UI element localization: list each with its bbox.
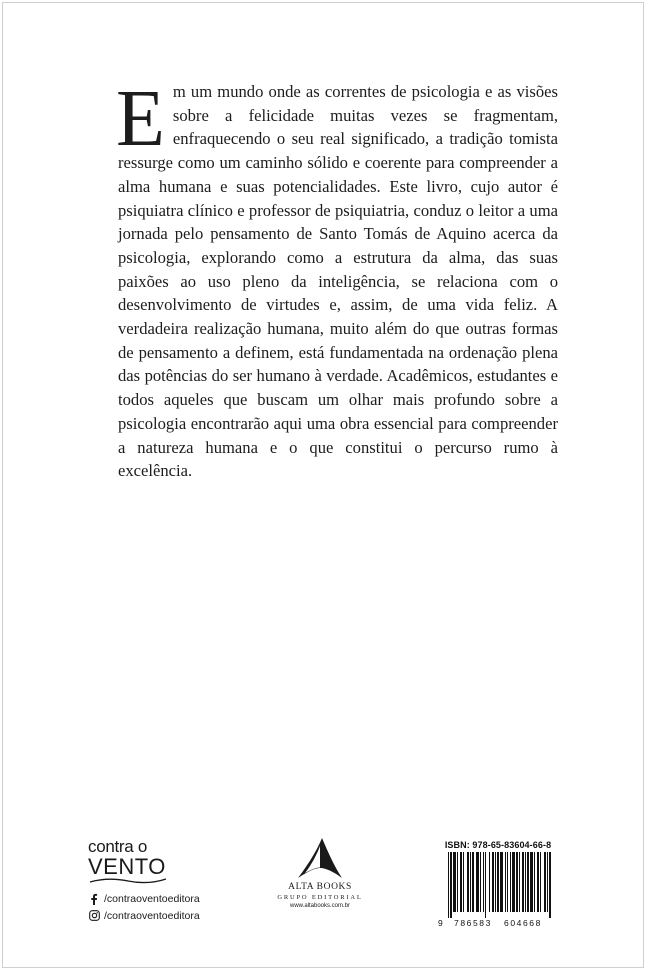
barcode-bar [525, 852, 526, 912]
barcode-bar [547, 852, 548, 912]
barcode-bar [460, 852, 462, 912]
barcode-bar [472, 852, 474, 912]
barcode-bar [497, 852, 499, 912]
barcode-bar [457, 852, 458, 912]
barcode-bar [519, 852, 520, 912]
alta-books-mark-icon [296, 838, 344, 880]
barcode-bar [505, 852, 506, 912]
barcode-right-group: 604668 [504, 918, 542, 928]
facebook-handle: /contraoventoeditora [104, 892, 200, 905]
blurb-body: m um mundo onde as correntes de psicologia e as visões sobre a felicidade muitas vezes se fragmentam, enfraquecendo o seu real significado, a tradição tomista ressurge como um caminho sólido e coerente para compreender a alma humana e suas potencialidades. Este livro, cujo autor é psiquiatra clínico e professor de psiquiatria, conduz o leitor a uma jornada pelo pensamento de Santo Tomás de Aquino acerca da psicologia, explorando como a estrutura da alma, das suas paixões ao uso pleno da inteligência, se relaciona com o desenvolvimento de virtudes e, assim, de uma vida feliz. A verdadeira realização humana, muito além do que outras formas de pensamento a definem, está fundamentada na ordenação plena das potências do ser humano à verdade. Acadêmicos, estudantes e todos aqueles que buscam um olhar mais profundo sobre a psicologia encontrarão aqui uma obra essencial para compreender a natureza humana e o que constitui o percurso rumo à excelência. [118, 82, 558, 481]
barcode-block [436, 840, 560, 932]
blurb-text [116, 75, 558, 483]
facebook-icon [88, 893, 100, 905]
barcode-bar [540, 852, 541, 912]
contra-o-vento-logo [88, 838, 178, 886]
barcode-bar [492, 852, 494, 912]
barcode-left-group: 786583 [454, 918, 492, 928]
social-links [88, 890, 200, 924]
barcode-bar [463, 852, 464, 912]
facebook-link[interactable] [88, 890, 200, 907]
isbn-label: ISBN: 978-65-83604-66-8 [444, 840, 552, 850]
barcode-bar [450, 852, 452, 918]
barcode-bar [476, 852, 479, 912]
barcode-bar [510, 852, 511, 912]
barcode-bar [507, 852, 508, 912]
barcode-bar [489, 852, 490, 912]
barcode-bar [470, 852, 471, 912]
barcode-bar [522, 852, 524, 912]
barcode-bar [544, 852, 546, 912]
barcode-bar [485, 852, 486, 918]
logo-text-top: contra o [88, 837, 148, 856]
dropcap: E [116, 75, 165, 163]
barcode-bar [534, 852, 535, 912]
barcode-bar [516, 852, 518, 912]
barcode-digits [436, 918, 560, 930]
instagram-link[interactable] [88, 907, 200, 924]
instagram-handle: /contraoventoeditora [104, 909, 200, 922]
barcode-bar [549, 852, 551, 918]
instagram-icon [88, 910, 100, 922]
alta-books-name: ALTA BOOKS [288, 882, 352, 892]
barcode-bar [448, 852, 449, 918]
barcode-bar [527, 852, 529, 912]
logo-text-bottom: VENTO [88, 854, 166, 879]
barcode-bar [512, 852, 515, 912]
barcode-bar [480, 852, 481, 912]
alta-books-group: GRUPO EDITORIAL [277, 894, 363, 901]
barcode-bar [530, 852, 533, 912]
barcode-bar [453, 852, 456, 912]
barcode-bar [483, 852, 484, 912]
barcode-bar [500, 852, 503, 912]
barcode-bar [467, 852, 469, 912]
barcode-bar [495, 852, 496, 912]
barcode-bars [436, 852, 560, 918]
barcode-lead-digit: 9 [438, 918, 443, 928]
alta-books-logo [262, 838, 378, 911]
barcode-bar [537, 852, 539, 912]
alta-books-url: www.altabooks.com.br [289, 903, 351, 909]
